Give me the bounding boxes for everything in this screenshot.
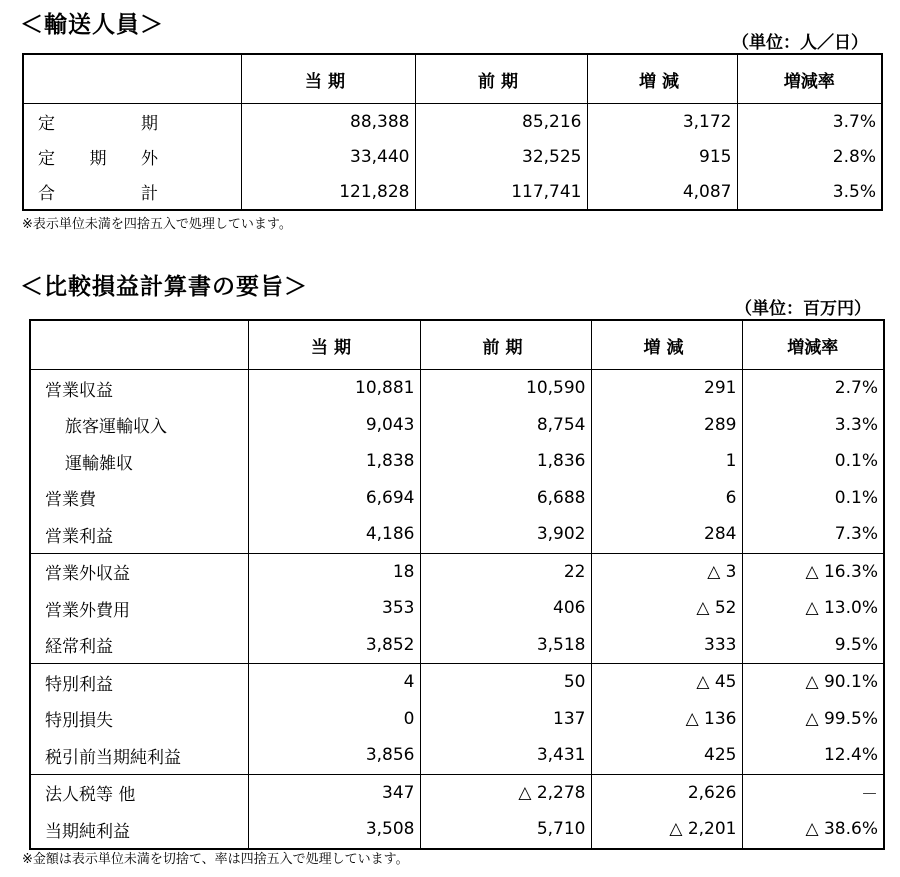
- table-row: [30, 627, 884, 664]
- cell-change: 289: [591, 407, 742, 444]
- row-label: 営業費: [45, 490, 96, 511]
- cell-previous: △ 2,278: [420, 774, 591, 811]
- table-row: [23, 104, 882, 140]
- label-char: 外: [141, 149, 158, 169]
- label-char: 期: [89, 149, 107, 169]
- row-label: 運輸雑収: [65, 453, 133, 474]
- cell-rate: △ 38.6%: [742, 811, 884, 849]
- table-row: [30, 774, 884, 811]
- cell-change: 6: [591, 480, 742, 517]
- row-label: 特別損失: [45, 711, 113, 732]
- cell-current: 3,508: [248, 811, 420, 849]
- cell-rate: 3.5%: [737, 174, 882, 210]
- cell-change: 2,626: [591, 774, 742, 811]
- cell-previous: 3,518: [420, 627, 591, 664]
- cell-current: 88,388: [241, 104, 415, 140]
- cell-rate: 9.5%: [742, 627, 884, 664]
- table-row: [30, 480, 884, 517]
- table-header-row: [23, 54, 882, 104]
- row-label: 経常利益: [45, 637, 113, 658]
- header-change: 増減: [587, 54, 737, 104]
- cell-current: 4,186: [248, 516, 420, 553]
- passenger-footnote: ※表示単位未満を四捨五入で処理しています。: [22, 217, 292, 232]
- cell-rate: 12.4%: [742, 737, 884, 774]
- table-row: [23, 174, 882, 210]
- cell-previous: 1,836: [420, 443, 591, 480]
- cell-rate: △ 90.1%: [742, 664, 884, 701]
- table-row: [30, 811, 884, 849]
- cell-rate: 0.1%: [742, 443, 884, 480]
- label-char: 期: [141, 114, 158, 134]
- row-label: [23, 104, 241, 140]
- cell-current: 10,881: [248, 370, 420, 407]
- income-unit-label: （単位：百万円）: [735, 299, 871, 319]
- cell-current: 4: [248, 664, 420, 701]
- header-current: 当期: [241, 54, 415, 104]
- table-row: [30, 443, 884, 480]
- cell-previous: 117,741: [415, 174, 587, 210]
- income-section-title: ＜比較損益計算書の要旨＞: [20, 274, 308, 300]
- cell-current: 6,694: [248, 480, 420, 517]
- cell-change: 3,172: [587, 104, 737, 140]
- table-row: [30, 664, 884, 701]
- cell-current: 33,440: [241, 139, 415, 174]
- cell-current: 353: [248, 590, 420, 627]
- cell-previous: 137: [420, 701, 591, 738]
- cell-rate: 2.8%: [737, 139, 882, 174]
- cell-rate: 7.3%: [742, 516, 884, 553]
- header-blank: [23, 54, 241, 104]
- cell-change: 284: [591, 516, 742, 553]
- table-row: [30, 407, 884, 444]
- label-char: 合: [38, 184, 55, 204]
- cell-rate: △ 99.5%: [742, 701, 884, 738]
- row-label: 営業外収益: [30, 553, 248, 590]
- cell-previous: 22: [420, 553, 591, 590]
- cell-previous: 50: [420, 664, 591, 701]
- label-char: 定: [38, 114, 55, 134]
- table-row: [30, 553, 884, 590]
- row-label: 特別利益: [30, 664, 248, 701]
- row-label: [23, 174, 241, 210]
- cell-current: 347: [248, 774, 420, 811]
- header-current: 当期: [248, 320, 420, 370]
- row-label: 法人税等 他: [30, 774, 248, 811]
- header-change: 増減: [591, 320, 742, 370]
- row-label: 旅客運輸収入: [65, 417, 167, 438]
- cell-change: 4,087: [587, 174, 737, 210]
- row-label: 営業利益: [45, 526, 113, 547]
- row-label: 営業外費用: [45, 600, 130, 621]
- cell-rate: 0.1%: [742, 480, 884, 517]
- cell-previous: 85,216: [415, 104, 587, 140]
- income-footnote: ※金額は表示単位未満を切捨て、率は四捨五入で処理しています。: [22, 852, 409, 867]
- table-row: [30, 590, 884, 627]
- cell-current: 9,043: [248, 407, 420, 444]
- table-row: [30, 516, 884, 553]
- cell-change: △ 3: [591, 553, 742, 590]
- header-rate: 増減率: [742, 320, 884, 370]
- cell-rate: 3.7%: [737, 104, 882, 140]
- cell-change: 915: [587, 139, 737, 174]
- cell-current: 3,852: [248, 627, 420, 664]
- row-label: 当期純利益: [45, 821, 130, 842]
- passenger-unit-label: （単位：人／日）: [732, 33, 868, 53]
- cell-previous: 6,688: [420, 480, 591, 517]
- cell-change: △ 45: [591, 664, 742, 701]
- table-header-row: [30, 320, 884, 370]
- header-previous: 前期: [420, 320, 591, 370]
- label-char: 計: [141, 184, 158, 204]
- table-row: [30, 370, 884, 407]
- label-char: 定: [38, 149, 55, 169]
- cell-rate: △ 16.3%: [742, 553, 884, 590]
- cell-previous: 8,754: [420, 407, 591, 444]
- cell-change: 1: [591, 443, 742, 480]
- cell-current: 18: [248, 553, 420, 590]
- cell-current: 1,838: [248, 443, 420, 480]
- cell-current: 0: [248, 701, 420, 738]
- cell-previous: 406: [420, 590, 591, 627]
- header-rate: 増減率: [737, 54, 882, 104]
- cell-change: 425: [591, 737, 742, 774]
- cell-rate: 2.7%: [742, 370, 884, 407]
- cell-rate: 3.3%: [742, 407, 884, 444]
- passenger-table: [22, 53, 883, 211]
- cell-rate: △ 13.0%: [742, 590, 884, 627]
- income-statement-table: [29, 319, 885, 850]
- cell-current: 3,856: [248, 737, 420, 774]
- cell-previous: 32,525: [415, 139, 587, 174]
- row-label: [23, 139, 241, 174]
- cell-previous: 3,902: [420, 516, 591, 553]
- cell-change: 291: [591, 370, 742, 407]
- table-row: [30, 701, 884, 738]
- row-label: 税引前当期純利益: [45, 747, 181, 768]
- cell-change: △ 52: [591, 590, 742, 627]
- header-previous: 前期: [415, 54, 587, 104]
- table-row: [30, 737, 884, 774]
- cell-change: 333: [591, 627, 742, 664]
- row-label: 営業収益: [45, 380, 113, 401]
- table-row: [23, 139, 882, 174]
- cell-change: △ 136: [591, 701, 742, 738]
- cell-rate: －: [742, 774, 884, 811]
- cell-change: △ 2,201: [591, 811, 742, 849]
- header-blank: [30, 320, 248, 370]
- cell-current: 121,828: [241, 174, 415, 210]
- passenger-section-title: ＜輸送人員＞: [20, 12, 164, 38]
- cell-previous: 3,431: [420, 737, 591, 774]
- cell-previous: 5,710: [420, 811, 591, 849]
- cell-previous: 10,590: [420, 370, 591, 407]
